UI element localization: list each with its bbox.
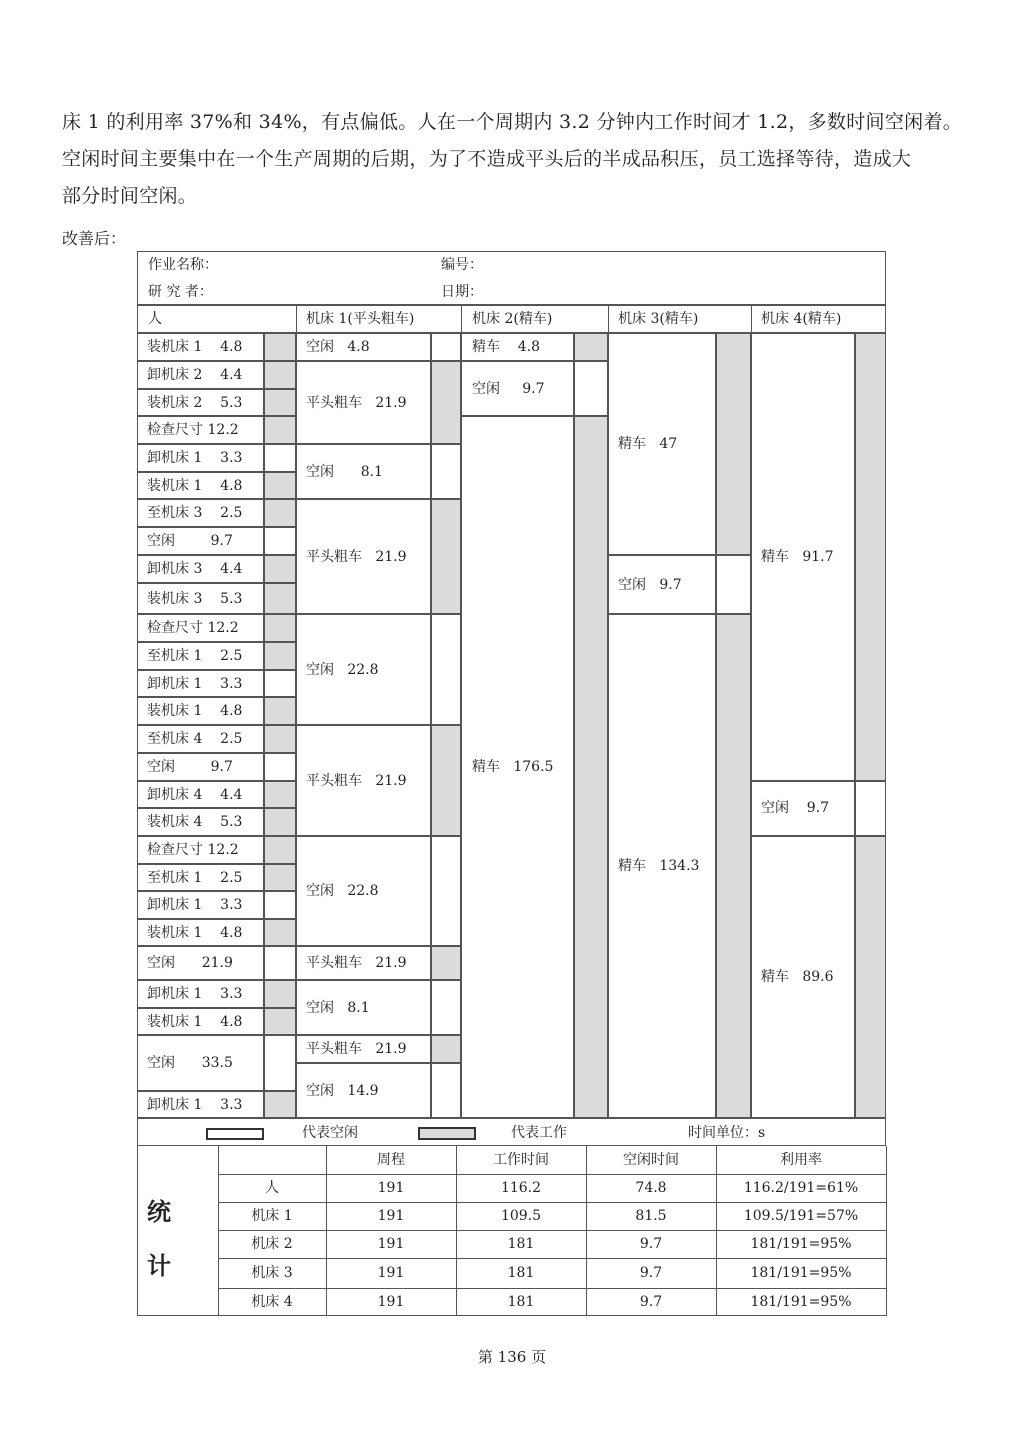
person-idle-bar bbox=[264, 891, 296, 919]
stats-cell-name: 机床 1 bbox=[251, 1208, 293, 1224]
person-work-bar bbox=[264, 555, 296, 583]
stats-grid-line bbox=[218, 1174, 886, 1175]
person-work-bar bbox=[264, 980, 296, 1008]
person-work-bar bbox=[264, 697, 296, 725]
stats-grid-line bbox=[218, 1202, 886, 1203]
person-idle-bar bbox=[264, 1035, 296, 1091]
person-step-label: 卸机床 1 3.3 bbox=[147, 1096, 243, 1113]
stats-cell-rate: 181/191=95% bbox=[750, 1236, 852, 1252]
paragraph-line-3: 部分时间空闲。 bbox=[62, 185, 198, 207]
person-work-bar bbox=[264, 472, 296, 499]
person-step-label: 至机床 3 2.5 bbox=[147, 505, 243, 521]
stats-cell-idle: 9.7 bbox=[639, 1265, 663, 1281]
number-label: 编号： bbox=[441, 257, 483, 273]
stats-grid-line bbox=[218, 1288, 886, 1289]
machine2-idle-bar bbox=[574, 361, 608, 416]
machine1-idle-bar bbox=[431, 836, 461, 946]
machine1-step-label: 空闲 8.1 bbox=[306, 463, 383, 480]
person-step-label: 卸机床 3 4.4 bbox=[147, 561, 243, 577]
person-step-label: 卸机床 1 3.3 bbox=[147, 986, 243, 1002]
machine1-idle-bar bbox=[431, 1063, 461, 1118]
machine4-step-label: 精车 89.6 bbox=[761, 969, 834, 985]
person-work-bar bbox=[264, 614, 296, 642]
machine1-idle-bar bbox=[431, 980, 461, 1035]
stats-cell-name: 机床 4 bbox=[251, 1293, 293, 1310]
stats-cell-work: 116.2 bbox=[500, 1180, 542, 1196]
legend-idle-label: 代表空闲 bbox=[302, 1125, 358, 1141]
person-step-label: 装机床 1 4.8 bbox=[147, 924, 243, 941]
stats-cell-name: 机床 3 bbox=[251, 1265, 293, 1281]
col-person: 人 bbox=[148, 311, 162, 327]
person-step-label: 空闲 9.7 bbox=[147, 533, 233, 549]
person-work-bar bbox=[264, 389, 296, 416]
stats-cell-rate: 181/191=95% bbox=[750, 1293, 852, 1310]
person-step-label: 装机床 4 5.3 bbox=[147, 814, 243, 830]
machine3-idle-bar bbox=[716, 555, 751, 614]
machine2-step-label: 精车 4.8 bbox=[472, 339, 541, 355]
stats-cell-work: 181 bbox=[507, 1236, 535, 1252]
person-step-label: 卸机床 1 3.3 bbox=[147, 450, 243, 466]
person-step-label: 装机床 1 4.8 bbox=[147, 339, 243, 355]
person-step-label: 至机床 4 2.5 bbox=[147, 731, 243, 747]
machine1-step-label: 空闲 14.9 bbox=[306, 1082, 379, 1099]
machine3-step-label: 空闲 9.7 bbox=[618, 577, 682, 593]
stats-cell-rate: 109.5/191=57% bbox=[743, 1208, 859, 1224]
machine1-step-label: 空闲 4.8 bbox=[306, 339, 370, 355]
machine1-work-bar bbox=[431, 946, 461, 980]
col-machine-3: 机床 3(精车) bbox=[618, 311, 699, 327]
machine1-step-label: 平头粗车 21.9 bbox=[306, 772, 407, 789]
person-idle-bar bbox=[264, 527, 296, 555]
person-work-bar bbox=[264, 416, 296, 444]
person-step-label: 装机床 1 4.8 bbox=[147, 477, 243, 494]
legend-idle-swatch bbox=[206, 1128, 264, 1140]
stats-cell-work: 109.5 bbox=[500, 1208, 542, 1224]
machine1-step-label: 平头粗车 21.9 bbox=[306, 955, 407, 971]
machine1-idle-bar bbox=[431, 614, 461, 725]
person-work-bar bbox=[264, 919, 296, 946]
person-work-bar bbox=[264, 781, 296, 808]
stats-grid-line bbox=[137, 1146, 138, 1315]
person-work-bar bbox=[264, 725, 296, 753]
machine1-step-label: 空闲 8.1 bbox=[306, 999, 370, 1016]
machine1-work-bar bbox=[431, 499, 461, 614]
machine1-step-label: 平头粗车 21.9 bbox=[306, 394, 407, 411]
person-step-label: 检查尺寸 12.2 bbox=[147, 422, 239, 438]
legend-work-swatch bbox=[418, 1127, 476, 1140]
machine1-work-bar bbox=[431, 725, 461, 836]
stats-cell-work: 181 bbox=[507, 1293, 535, 1310]
person-step-label: 至机床 1 2.5 bbox=[147, 648, 243, 664]
stats-grid-line bbox=[886, 1146, 887, 1316]
stats-grid-line bbox=[218, 1230, 886, 1231]
stats-cell-name: 人 bbox=[265, 1180, 279, 1196]
machine2-step-label: 空闲 9.7 bbox=[472, 380, 545, 397]
person-step-label: 空闲 21.9 bbox=[147, 955, 233, 971]
stats-grid-line bbox=[137, 1315, 887, 1316]
stats-cell-cycle: 191 bbox=[377, 1208, 405, 1224]
col-machine-1: 机床 1(平头粗车) bbox=[306, 311, 415, 327]
person-step-label: 卸机床 4 4.4 bbox=[147, 786, 243, 803]
machine1-step-label: 平头粗车 21.9 bbox=[306, 1041, 407, 1057]
person-work-bar bbox=[264, 642, 296, 670]
machine1-work-bar bbox=[431, 1035, 461, 1063]
person-step-label: 装机床 2 5.3 bbox=[147, 394, 243, 411]
machine3-work-bar bbox=[716, 333, 751, 555]
machine2-step-label: 精车 176.5 bbox=[472, 759, 554, 775]
legend-unit-label: 时间单位：s bbox=[688, 1125, 766, 1141]
machine4-work-bar bbox=[855, 333, 886, 781]
legend-divider bbox=[137, 1118, 886, 1119]
job-name-label: 作业名称： bbox=[148, 257, 218, 273]
machine4-step-label: 空闲 9.7 bbox=[761, 800, 830, 816]
machine4-idle-bar bbox=[855, 781, 886, 836]
page-footer: 第 136 页 bbox=[477, 1348, 547, 1366]
machine1-step-label: 空闲 22.8 bbox=[306, 661, 379, 678]
person-idle-bar bbox=[264, 670, 296, 697]
stats-title-2: 计 bbox=[147, 1251, 171, 1280]
person-step-label: 卸机床 1 3.3 bbox=[147, 675, 243, 692]
date-label: 日期： bbox=[441, 284, 483, 300]
person-work-bar bbox=[264, 836, 296, 864]
machine1-step-label: 空闲 22.8 bbox=[306, 883, 379, 899]
person-work-bar bbox=[264, 1008, 296, 1035]
legend-work-label: 代表工作 bbox=[511, 1125, 567, 1141]
stats-cell-idle: 9.7 bbox=[639, 1236, 663, 1252]
machine1-idle-bar bbox=[431, 333, 461, 361]
machine3-step-label: 精车 47 bbox=[618, 436, 678, 452]
person-work-bar bbox=[264, 583, 296, 614]
stats-cell-rate: 116.2/191=61% bbox=[743, 1180, 859, 1196]
stats-header-cell: 工作时间 bbox=[493, 1152, 549, 1168]
person-idle-bar bbox=[264, 946, 296, 980]
person-step-label: 至机床 1 2.5 bbox=[147, 869, 243, 886]
person-step-label: 装机床 3 5.3 bbox=[147, 590, 243, 607]
researcher-label: 研 究 者： bbox=[148, 284, 213, 300]
machine3-step-label: 精车 134.3 bbox=[618, 858, 700, 874]
person-work-bar bbox=[264, 499, 296, 527]
person-step-label: 装机床 1 4.8 bbox=[147, 703, 243, 719]
machine1-step-label: 平头粗车 21.9 bbox=[306, 548, 407, 565]
col-machine-2: 机床 2(精车) bbox=[472, 311, 553, 327]
col-machine-4: 机床 4(精车) bbox=[761, 311, 842, 327]
stats-cell-idle: 9.7 bbox=[639, 1293, 663, 1310]
person-work-bar bbox=[264, 361, 296, 389]
person-step-label: 卸机床 1 3.3 bbox=[147, 897, 243, 913]
stats-title-1: 统 bbox=[147, 1197, 171, 1226]
person-step-label: 检查尺寸 12.2 bbox=[147, 842, 239, 858]
person-step-label: 空闲 9.7 bbox=[147, 759, 233, 775]
person-work-bar bbox=[264, 333, 296, 361]
stats-cell-idle: 81.5 bbox=[635, 1208, 667, 1224]
after-improvement-label: 改善后： bbox=[62, 229, 127, 248]
paragraph-line-2: 空闲时间主要集中在一个生产周期的后期，为了不造成平头后的半成品积压，员工选择等待，造成大 bbox=[62, 148, 912, 170]
person-step-label: 空闲 33.5 bbox=[147, 1055, 233, 1071]
person-step-label: 装机床 1 4.8 bbox=[147, 1013, 243, 1030]
paragraph-line-1: 床 1 的利用率 37%和 34%，有点偏低。人在一个周期内 3.2 分钟内工作时间才 1.2，多数时间空闲着。 bbox=[62, 111, 963, 133]
person-work-bar bbox=[264, 1091, 296, 1118]
machine1-idle-bar bbox=[431, 444, 461, 499]
stats-cell-cycle: 191 bbox=[377, 1265, 405, 1281]
machine2-work-bar bbox=[574, 333, 608, 361]
machine4-work-bar bbox=[855, 836, 886, 1118]
machine4-step-label: 精车 91.7 bbox=[761, 549, 834, 565]
person-idle-bar bbox=[264, 753, 296, 781]
person-work-bar bbox=[264, 864, 296, 891]
stats-cell-rate: 181/191=95% bbox=[750, 1265, 852, 1281]
person-step-label: 卸机床 2 4.4 bbox=[147, 367, 243, 383]
header-block bbox=[137, 251, 886, 305]
stats-cell-cycle: 191 bbox=[377, 1180, 405, 1196]
person-step-label: 检查尺寸 12.2 bbox=[147, 620, 239, 636]
machine2-work-bar bbox=[574, 416, 608, 1118]
person-idle-bar bbox=[264, 444, 296, 472]
stats-cell-cycle: 191 bbox=[377, 1293, 405, 1310]
stats-header-cell: 周程 bbox=[377, 1152, 405, 1168]
stats-cell-idle: 74.8 bbox=[635, 1180, 667, 1196]
stats-cell-name: 机床 2 bbox=[251, 1236, 293, 1252]
machine3-work-bar bbox=[716, 614, 751, 1118]
stats-cell-cycle: 191 bbox=[377, 1236, 405, 1252]
body-paragraph bbox=[62, 104, 972, 215]
stats-header-cell: 空闲时间 bbox=[623, 1152, 679, 1168]
person-work-bar bbox=[264, 808, 296, 836]
stats-header-cell: 利用率 bbox=[780, 1152, 822, 1168]
stats-grid-line bbox=[218, 1258, 886, 1259]
stats-cell-work: 181 bbox=[507, 1265, 535, 1281]
machine1-work-bar bbox=[431, 361, 461, 444]
